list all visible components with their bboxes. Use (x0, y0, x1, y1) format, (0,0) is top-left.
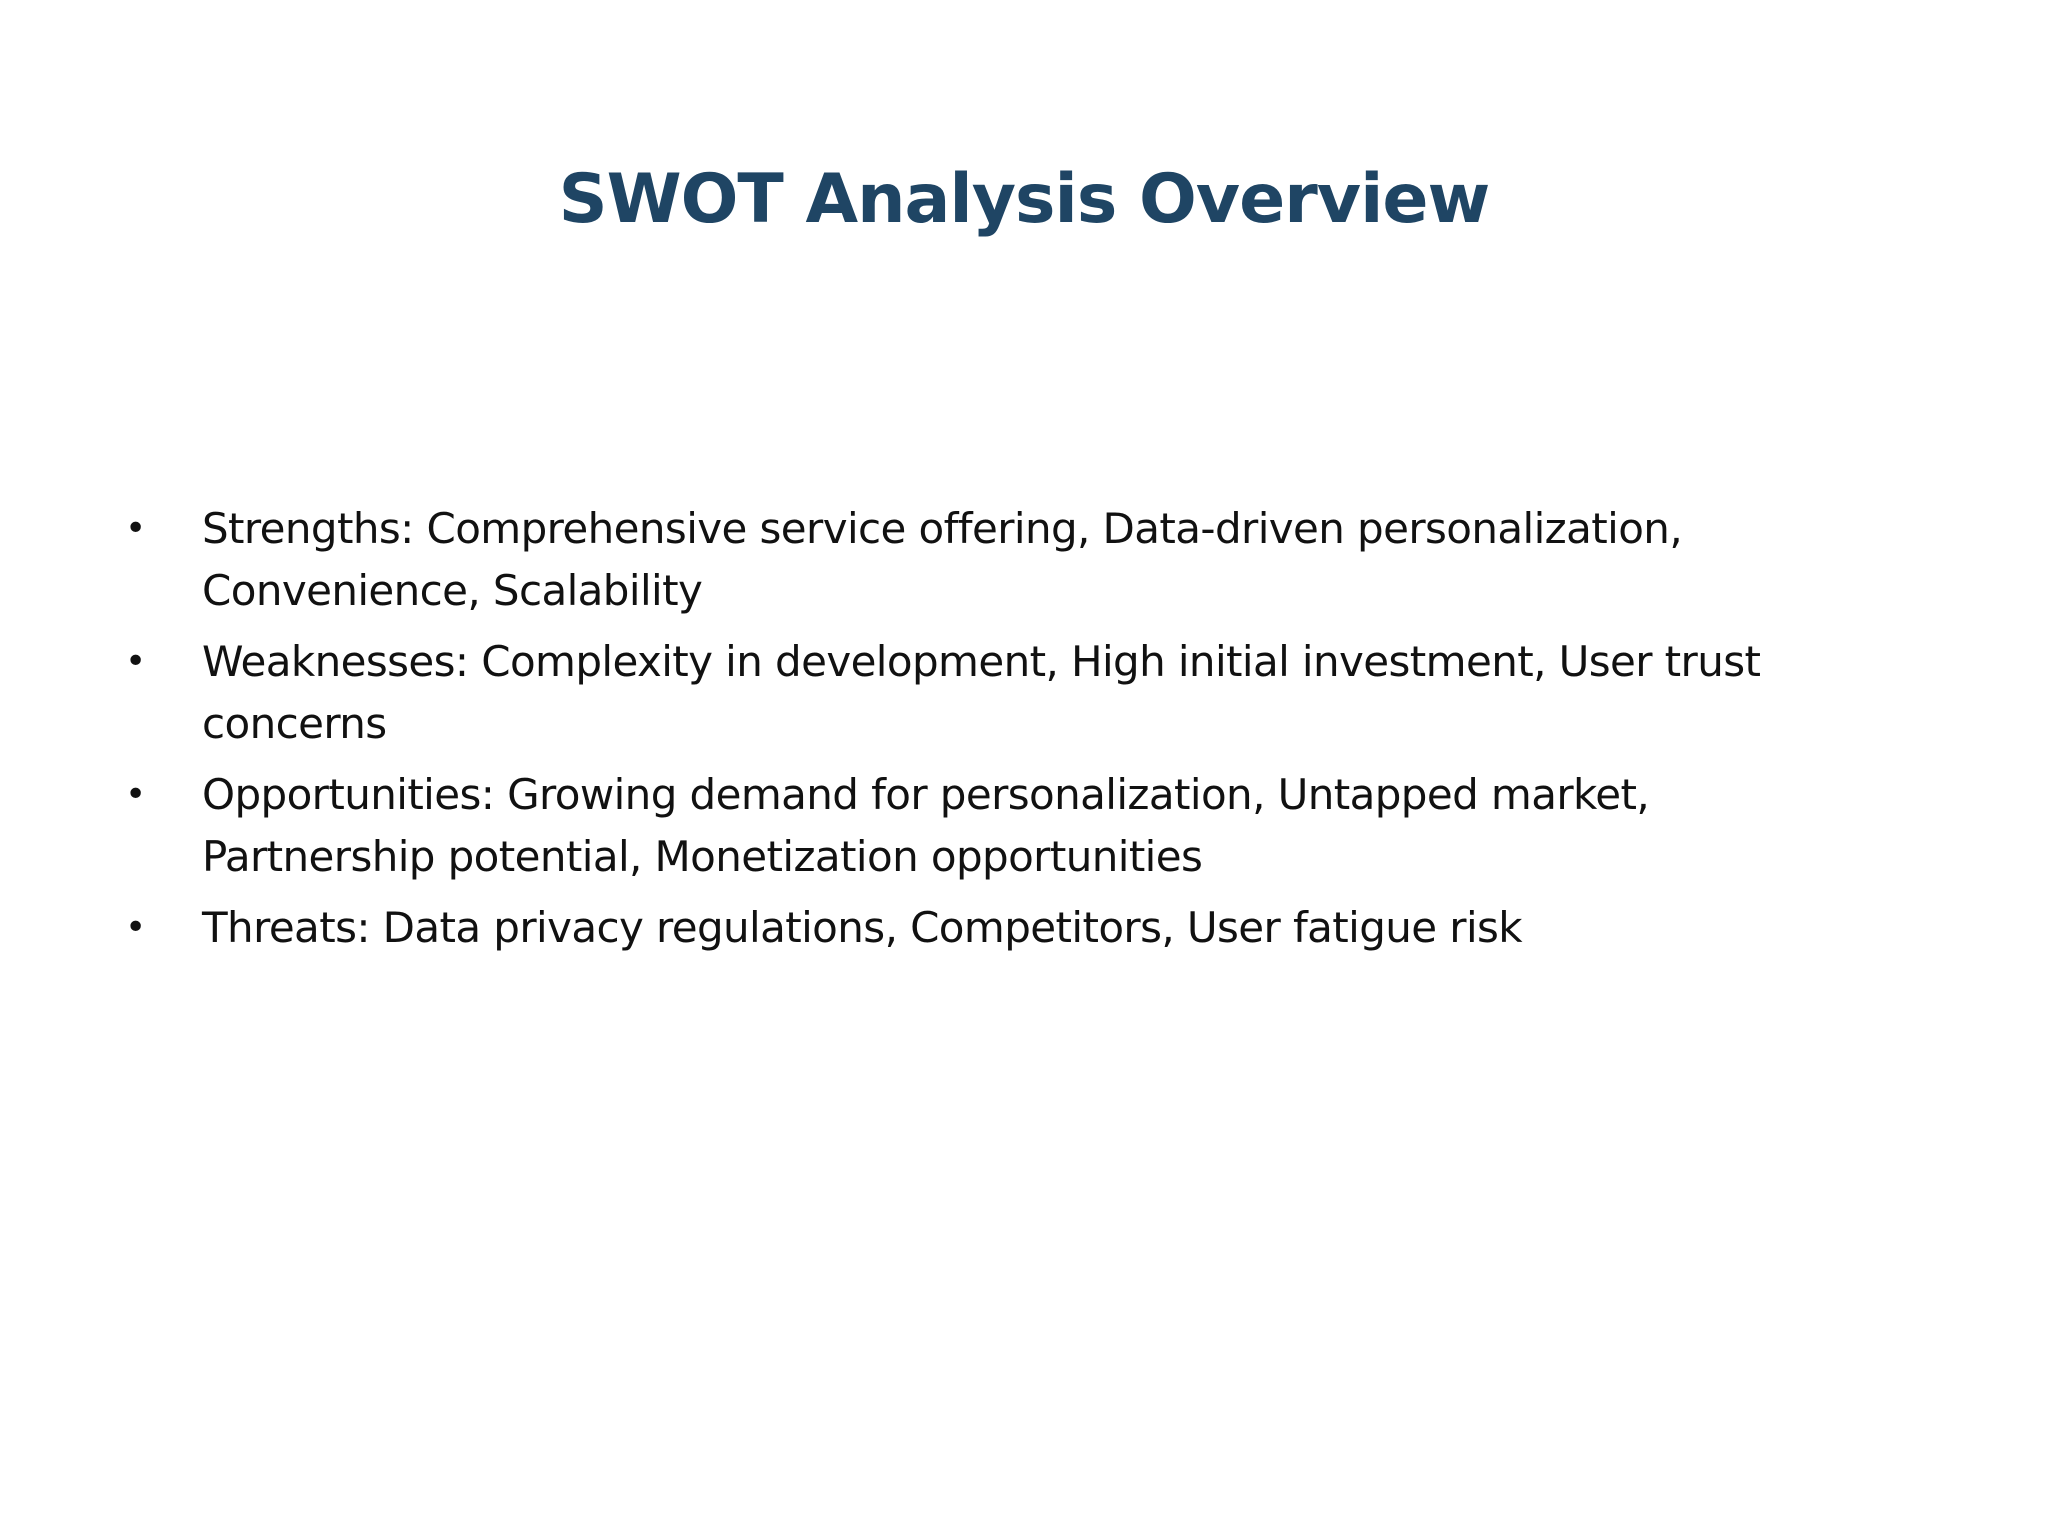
bullet-item-weaknesses (120, 631, 1880, 755)
bullet-icon: • (125, 774, 146, 815)
bullet-item-threats (120, 897, 1880, 959)
bullet-text: Threats: Data privacy regulations, Competitors, User fatigue risk (202, 903, 1523, 952)
bullet-item-strengths (120, 498, 1880, 622)
slide-title: SWOT Analysis Overview (558, 160, 1490, 239)
bullet-text: Strengths: Comprehensive service offering, Data-driven personalization, Convenience, Scalability (202, 504, 1683, 615)
bullet-text: Opportunities: Growing demand for personalization, Untapped market, Partnership potential, Monetization opportunities (202, 770, 1650, 881)
bullet-icon: • (125, 907, 146, 948)
bullet-icon: • (125, 508, 146, 549)
bullet-icon: • (125, 641, 146, 682)
bullet-item-opportunities (120, 764, 1880, 888)
bullet-text: Weaknesses: Complexity in development, High initial investment, User trust concerns (202, 637, 1761, 748)
bullet-list (120, 498, 1880, 968)
